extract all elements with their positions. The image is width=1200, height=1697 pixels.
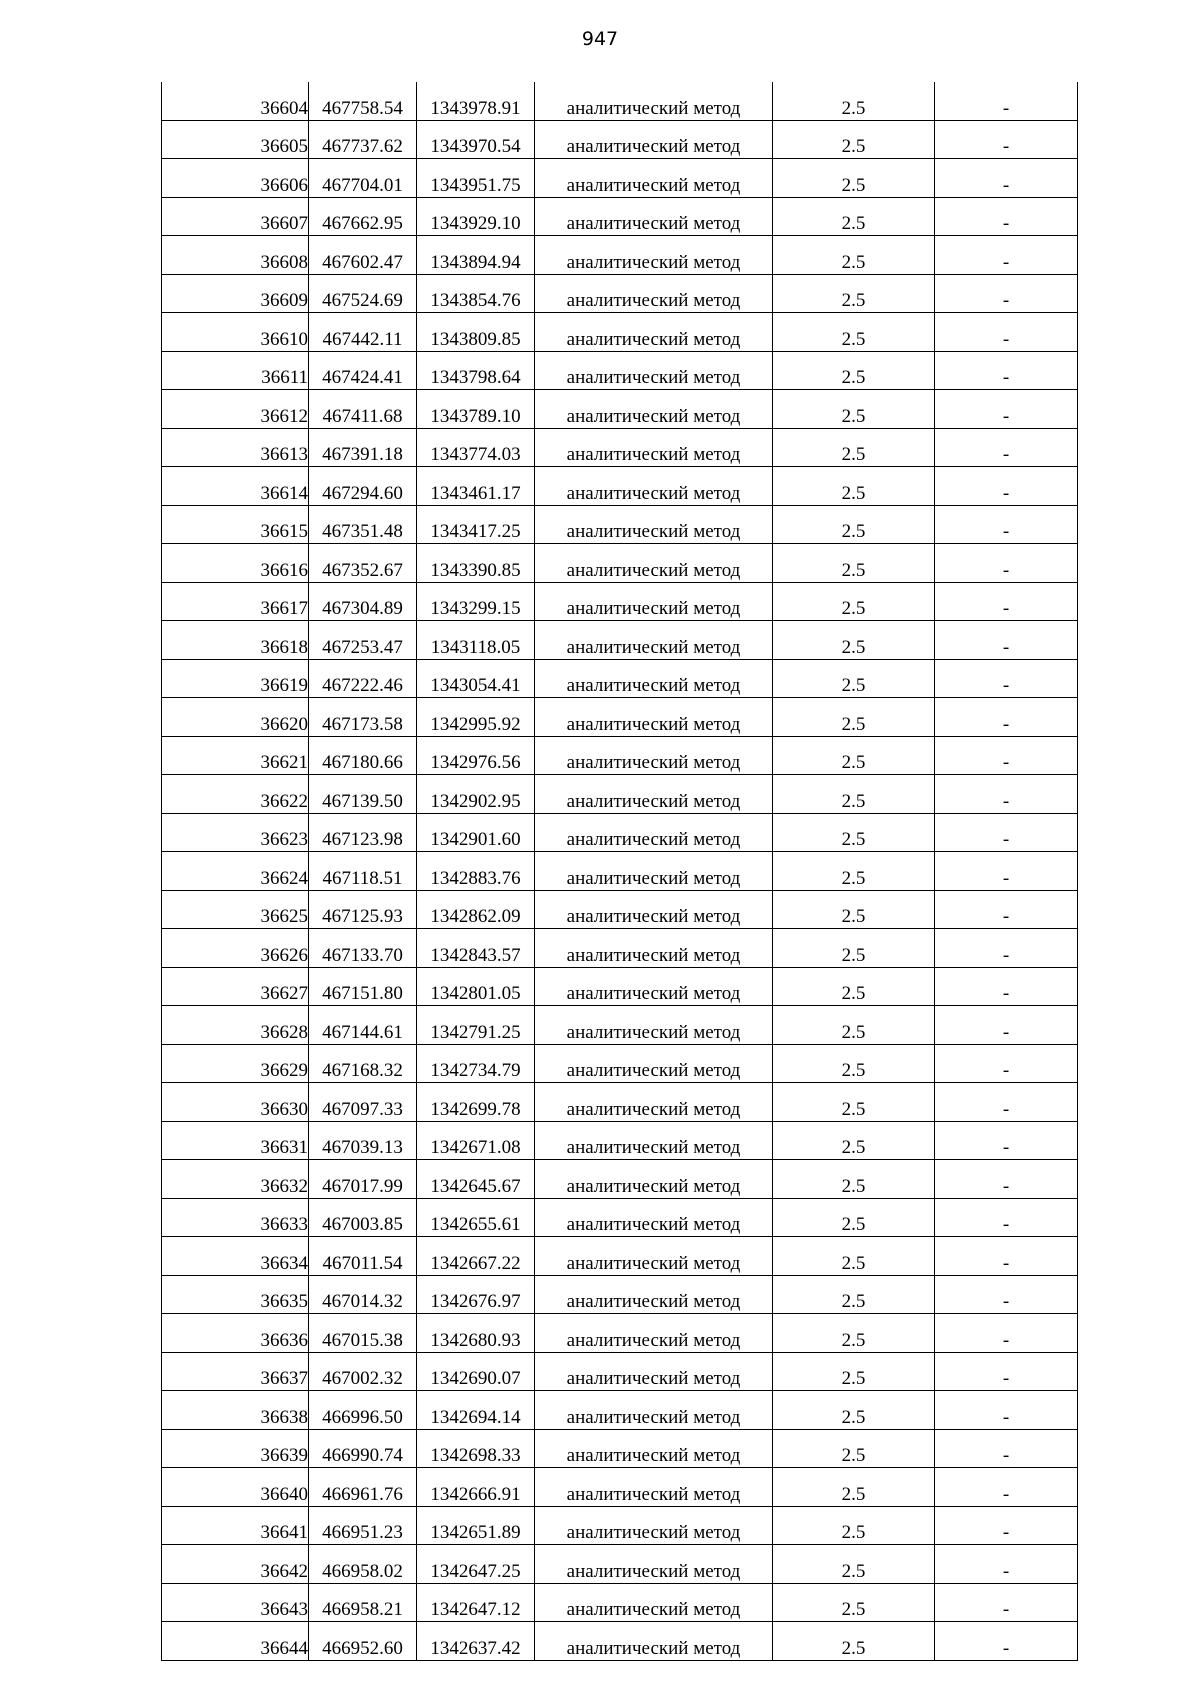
table-row	[162, 1506, 1078, 1545]
table-row	[162, 1006, 1078, 1045]
note-cell: -	[935, 390, 1078, 429]
note-cell: -	[935, 197, 1078, 236]
point-number-cell: 36612	[162, 390, 309, 429]
table-row	[162, 736, 1078, 775]
accuracy-cell: 2.5	[773, 274, 935, 313]
note-cell: -	[935, 659, 1078, 698]
y-coordinate-cell: 1342902.95	[417, 775, 535, 814]
x-coordinate-cell: 467424.41	[309, 351, 417, 390]
y-coordinate-cell: 1342645.67	[417, 1160, 535, 1199]
note-cell: -	[935, 1275, 1078, 1314]
note-cell: -	[935, 1468, 1078, 1507]
table-row	[162, 1198, 1078, 1237]
table-row	[162, 1083, 1078, 1122]
point-number-cell: 36621	[162, 736, 309, 775]
accuracy-cell: 2.5	[773, 197, 935, 236]
point-number-cell: 36643	[162, 1583, 309, 1622]
note-cell: -	[935, 621, 1078, 660]
table-row	[162, 1121, 1078, 1160]
accuracy-cell: 2.5	[773, 313, 935, 352]
x-coordinate-cell: 466958.02	[309, 1545, 417, 1584]
accuracy-cell: 2.5	[773, 1352, 935, 1391]
y-coordinate-cell: 1342901.60	[417, 813, 535, 852]
point-number-cell: 36632	[162, 1160, 309, 1199]
point-number-cell: 36638	[162, 1391, 309, 1430]
accuracy-cell: 2.5	[773, 544, 935, 583]
table-row	[162, 120, 1078, 159]
accuracy-cell: 2.5	[773, 1121, 935, 1160]
point-number-cell: 36616	[162, 544, 309, 583]
y-coordinate-cell: 1342801.05	[417, 967, 535, 1006]
point-number-cell: 36640	[162, 1468, 309, 1507]
y-coordinate-cell: 1343054.41	[417, 659, 535, 698]
method-cell: аналитический метод	[535, 1429, 773, 1468]
table-row	[162, 852, 1078, 891]
table-row	[162, 929, 1078, 968]
note-cell: -	[935, 505, 1078, 544]
x-coordinate-cell: 467144.61	[309, 1006, 417, 1045]
y-coordinate-cell: 1343299.15	[417, 582, 535, 621]
y-coordinate-cell: 1342666.91	[417, 1468, 535, 1507]
accuracy-cell: 2.5	[773, 467, 935, 506]
note-cell: -	[935, 159, 1078, 198]
accuracy-cell: 2.5	[773, 1622, 935, 1661]
point-number-cell: 36644	[162, 1622, 309, 1661]
method-cell: аналитический метод	[535, 813, 773, 852]
table-row	[162, 1352, 1078, 1391]
y-coordinate-cell: 1342995.92	[417, 698, 535, 737]
point-number-cell: 36637	[162, 1352, 309, 1391]
note-cell: -	[935, 1391, 1078, 1430]
table-row	[162, 1468, 1078, 1507]
y-coordinate-cell: 1342883.76	[417, 852, 535, 891]
method-cell: аналитический метод	[535, 1044, 773, 1083]
method-cell: аналитический метод	[535, 659, 773, 698]
accuracy-cell: 2.5	[773, 1583, 935, 1622]
note-cell: -	[935, 698, 1078, 737]
method-cell: аналитический метод	[535, 1545, 773, 1584]
table-row	[162, 544, 1078, 583]
x-coordinate-cell: 467294.60	[309, 467, 417, 506]
x-coordinate-cell: 467011.54	[309, 1237, 417, 1276]
accuracy-cell: 2.5	[773, 621, 935, 660]
point-number-cell: 36636	[162, 1314, 309, 1353]
point-number-cell: 36610	[162, 313, 309, 352]
method-cell: аналитический метод	[535, 467, 773, 506]
note-cell: -	[935, 1198, 1078, 1237]
note-cell: -	[935, 967, 1078, 1006]
x-coordinate-cell: 467411.68	[309, 390, 417, 429]
table-row	[162, 82, 1078, 120]
note-cell: -	[935, 1121, 1078, 1160]
y-coordinate-cell: 1342843.57	[417, 929, 535, 968]
table-row	[162, 428, 1078, 467]
accuracy-cell: 2.5	[773, 120, 935, 159]
y-coordinate-cell: 1342655.61	[417, 1198, 535, 1237]
table-row	[162, 1583, 1078, 1622]
table-row	[162, 274, 1078, 313]
method-cell: аналитический метод	[535, 967, 773, 1006]
y-coordinate-cell: 1343978.91	[417, 82, 535, 120]
method-cell: аналитический метод	[535, 621, 773, 660]
point-number-cell: 36619	[162, 659, 309, 698]
table-row	[162, 698, 1078, 737]
accuracy-cell: 2.5	[773, 1160, 935, 1199]
x-coordinate-cell: 467704.01	[309, 159, 417, 198]
point-number-cell: 36631	[162, 1121, 309, 1160]
x-coordinate-cell: 467173.58	[309, 698, 417, 737]
method-cell: аналитический метод	[535, 1275, 773, 1314]
method-cell: аналитический метод	[535, 1121, 773, 1160]
table-row	[162, 775, 1078, 814]
point-number-cell: 36611	[162, 351, 309, 390]
accuracy-cell: 2.5	[773, 1468, 935, 1507]
table-row	[162, 890, 1078, 929]
x-coordinate-cell: 467222.46	[309, 659, 417, 698]
point-number-cell: 36605	[162, 120, 309, 159]
table-row	[162, 505, 1078, 544]
table-row	[162, 159, 1078, 198]
method-cell: аналитический метод	[535, 274, 773, 313]
note-cell: -	[935, 1006, 1078, 1045]
table-row	[162, 813, 1078, 852]
note-cell: -	[935, 313, 1078, 352]
point-number-cell: 36641	[162, 1506, 309, 1545]
method-cell: аналитический метод	[535, 1198, 773, 1237]
note-cell: -	[935, 467, 1078, 506]
accuracy-cell: 2.5	[773, 428, 935, 467]
table-row	[162, 1160, 1078, 1199]
x-coordinate-cell: 466952.60	[309, 1622, 417, 1661]
point-number-cell: 36617	[162, 582, 309, 621]
y-coordinate-cell: 1342976.56	[417, 736, 535, 775]
x-coordinate-cell: 467123.98	[309, 813, 417, 852]
point-number-cell: 36606	[162, 159, 309, 198]
y-coordinate-cell: 1342647.12	[417, 1583, 535, 1622]
x-coordinate-cell: 467168.32	[309, 1044, 417, 1083]
accuracy-cell: 2.5	[773, 890, 935, 929]
point-number-cell: 36624	[162, 852, 309, 891]
accuracy-cell: 2.5	[773, 1083, 935, 1122]
method-cell: аналитический метод	[535, 159, 773, 198]
accuracy-cell: 2.5	[773, 159, 935, 198]
accuracy-cell: 2.5	[773, 659, 935, 698]
table-row	[162, 1429, 1078, 1468]
table-row	[162, 621, 1078, 660]
y-coordinate-cell: 1343774.03	[417, 428, 535, 467]
method-cell: аналитический метод	[535, 775, 773, 814]
accuracy-cell: 2.5	[773, 82, 935, 120]
x-coordinate-cell: 467352.67	[309, 544, 417, 583]
accuracy-cell: 2.5	[773, 852, 935, 891]
accuracy-cell: 2.5	[773, 1198, 935, 1237]
y-coordinate-cell: 1343461.17	[417, 467, 535, 506]
x-coordinate-cell: 466996.50	[309, 1391, 417, 1430]
y-coordinate-cell: 1343417.25	[417, 505, 535, 544]
method-cell: аналитический метод	[535, 1314, 773, 1353]
x-coordinate-cell: 467758.54	[309, 82, 417, 120]
y-coordinate-cell: 1343854.76	[417, 274, 535, 313]
table-row	[162, 351, 1078, 390]
y-coordinate-cell: 1343390.85	[417, 544, 535, 583]
x-coordinate-cell: 467351.48	[309, 505, 417, 544]
accuracy-cell: 2.5	[773, 390, 935, 429]
y-coordinate-cell: 1342647.25	[417, 1545, 535, 1584]
point-number-cell: 36628	[162, 1006, 309, 1045]
note-cell: -	[935, 1583, 1078, 1622]
point-number-cell: 36607	[162, 197, 309, 236]
x-coordinate-cell: 467304.89	[309, 582, 417, 621]
note-cell: -	[935, 1429, 1078, 1468]
point-number-cell: 36642	[162, 1545, 309, 1584]
note-cell: -	[935, 1314, 1078, 1353]
x-coordinate-cell: 467014.32	[309, 1275, 417, 1314]
note-cell: -	[935, 736, 1078, 775]
y-coordinate-cell: 1343894.94	[417, 236, 535, 275]
y-coordinate-cell: 1342637.42	[417, 1622, 535, 1661]
y-coordinate-cell: 1342671.08	[417, 1121, 535, 1160]
note-cell: -	[935, 582, 1078, 621]
accuracy-cell: 2.5	[773, 505, 935, 544]
point-number-cell: 36629	[162, 1044, 309, 1083]
method-cell: аналитический метод	[535, 852, 773, 891]
y-coordinate-cell: 1343809.85	[417, 313, 535, 352]
method-cell: аналитический метод	[535, 197, 773, 236]
point-number-cell: 36635	[162, 1275, 309, 1314]
note-cell: -	[935, 82, 1078, 120]
table-row	[162, 967, 1078, 1006]
point-number-cell: 36634	[162, 1237, 309, 1276]
point-number-cell: 36622	[162, 775, 309, 814]
x-coordinate-cell: 467015.38	[309, 1314, 417, 1353]
note-cell: -	[935, 1160, 1078, 1199]
accuracy-cell: 2.5	[773, 1429, 935, 1468]
note-cell: -	[935, 544, 1078, 583]
accuracy-cell: 2.5	[773, 698, 935, 737]
x-coordinate-cell: 467139.50	[309, 775, 417, 814]
method-cell: аналитический метод	[535, 1622, 773, 1661]
y-coordinate-cell: 1342676.97	[417, 1275, 535, 1314]
y-coordinate-cell: 1343951.75	[417, 159, 535, 198]
method-cell: аналитический метод	[535, 929, 773, 968]
table-row	[162, 582, 1078, 621]
note-cell: -	[935, 236, 1078, 275]
accuracy-cell: 2.5	[773, 236, 935, 275]
x-coordinate-cell: 467133.70	[309, 929, 417, 968]
y-coordinate-cell: 1342791.25	[417, 1006, 535, 1045]
y-coordinate-cell: 1343118.05	[417, 621, 535, 660]
point-number-cell: 36639	[162, 1429, 309, 1468]
x-coordinate-cell: 467039.13	[309, 1121, 417, 1160]
point-number-cell: 36623	[162, 813, 309, 852]
point-number-cell: 36613	[162, 428, 309, 467]
y-coordinate-cell: 1342680.93	[417, 1314, 535, 1353]
table-row	[162, 390, 1078, 429]
point-number-cell: 36625	[162, 890, 309, 929]
method-cell: аналитический метод	[535, 1237, 773, 1276]
table-row	[162, 1275, 1078, 1314]
x-coordinate-cell: 467180.66	[309, 736, 417, 775]
method-cell: аналитический метод	[535, 890, 773, 929]
accuracy-cell: 2.5	[773, 775, 935, 814]
accuracy-cell: 2.5	[773, 582, 935, 621]
method-cell: аналитический метод	[535, 120, 773, 159]
method-cell: аналитический метод	[535, 1583, 773, 1622]
table-row	[162, 313, 1078, 352]
point-number-cell: 36618	[162, 621, 309, 660]
point-number-cell: 36626	[162, 929, 309, 968]
accuracy-cell: 2.5	[773, 1545, 935, 1584]
method-cell: аналитический метод	[535, 1391, 773, 1430]
accuracy-cell: 2.5	[773, 736, 935, 775]
method-cell: аналитический метод	[535, 1006, 773, 1045]
x-coordinate-cell: 467118.51	[309, 852, 417, 891]
note-cell: -	[935, 1083, 1078, 1122]
method-cell: аналитический метод	[535, 505, 773, 544]
x-coordinate-cell: 467017.99	[309, 1160, 417, 1199]
point-number-cell: 36615	[162, 505, 309, 544]
point-number-cell: 36630	[162, 1083, 309, 1122]
method-cell: аналитический метод	[535, 1506, 773, 1545]
table-row	[162, 1314, 1078, 1353]
table-row	[162, 1391, 1078, 1430]
note-cell: -	[935, 1237, 1078, 1276]
method-cell: аналитический метод	[535, 544, 773, 583]
y-coordinate-cell: 1342694.14	[417, 1391, 535, 1430]
method-cell: аналитический метод	[535, 428, 773, 467]
method-cell: аналитический метод	[535, 1468, 773, 1507]
x-coordinate-cell: 466958.21	[309, 1583, 417, 1622]
note-cell: -	[935, 1352, 1078, 1391]
point-number-cell: 36627	[162, 967, 309, 1006]
x-coordinate-cell: 467097.33	[309, 1083, 417, 1122]
note-cell: -	[935, 1622, 1078, 1661]
note-cell: -	[935, 1545, 1078, 1584]
accuracy-cell: 2.5	[773, 1391, 935, 1430]
y-coordinate-cell: 1343789.10	[417, 390, 535, 429]
note-cell: -	[935, 274, 1078, 313]
table-row	[162, 467, 1078, 506]
page-number: 947	[581, 28, 619, 50]
point-number-cell: 36609	[162, 274, 309, 313]
x-coordinate-cell: 467003.85	[309, 1198, 417, 1237]
table-row	[162, 1622, 1078, 1661]
note-cell: -	[935, 852, 1078, 891]
note-cell: -	[935, 1506, 1078, 1545]
table-body	[162, 82, 1078, 1660]
accuracy-cell: 2.5	[773, 813, 935, 852]
method-cell: аналитический метод	[535, 1352, 773, 1391]
method-cell: аналитический метод	[535, 313, 773, 352]
note-cell: -	[935, 120, 1078, 159]
x-coordinate-cell: 467737.62	[309, 120, 417, 159]
note-cell: -	[935, 428, 1078, 467]
table-row	[162, 1237, 1078, 1276]
x-coordinate-cell: 467002.32	[309, 1352, 417, 1391]
x-coordinate-cell: 466961.76	[309, 1468, 417, 1507]
table-row	[162, 1044, 1078, 1083]
y-coordinate-cell: 1342699.78	[417, 1083, 535, 1122]
note-cell: -	[935, 813, 1078, 852]
point-number-cell: 36604	[162, 82, 309, 120]
note-cell: -	[935, 1044, 1078, 1083]
method-cell: аналитический метод	[535, 698, 773, 737]
accuracy-cell: 2.5	[773, 1275, 935, 1314]
note-cell: -	[935, 775, 1078, 814]
point-number-cell: 36620	[162, 698, 309, 737]
note-cell: -	[935, 929, 1078, 968]
y-coordinate-cell: 1342698.33	[417, 1429, 535, 1468]
x-coordinate-cell: 467662.95	[309, 197, 417, 236]
y-coordinate-cell: 1343970.54	[417, 120, 535, 159]
method-cell: аналитический метод	[535, 390, 773, 429]
x-coordinate-cell: 466951.23	[309, 1506, 417, 1545]
note-cell: -	[935, 351, 1078, 390]
table-row	[162, 659, 1078, 698]
accuracy-cell: 2.5	[773, 1314, 935, 1353]
point-number-cell: 36608	[162, 236, 309, 275]
method-cell: аналитический метод	[535, 736, 773, 775]
point-number-cell: 36614	[162, 467, 309, 506]
accuracy-cell: 2.5	[773, 351, 935, 390]
x-coordinate-cell: 467442.11	[309, 313, 417, 352]
x-coordinate-cell: 467125.93	[309, 890, 417, 929]
accuracy-cell: 2.5	[773, 929, 935, 968]
x-coordinate-cell: 467524.69	[309, 274, 417, 313]
accuracy-cell: 2.5	[773, 967, 935, 1006]
accuracy-cell: 2.5	[773, 1506, 935, 1545]
table-row	[162, 1545, 1078, 1584]
note-cell: -	[935, 890, 1078, 929]
x-coordinate-cell: 467151.80	[309, 967, 417, 1006]
y-coordinate-cell: 1342667.22	[417, 1237, 535, 1276]
x-coordinate-cell: 467602.47	[309, 236, 417, 275]
coordinates-table	[161, 82, 1078, 1661]
method-cell: аналитический метод	[535, 351, 773, 390]
y-coordinate-cell: 1343798.64	[417, 351, 535, 390]
y-coordinate-cell: 1343929.10	[417, 197, 535, 236]
method-cell: аналитический метод	[535, 1083, 773, 1122]
method-cell: аналитический метод	[535, 582, 773, 621]
table-row	[162, 197, 1078, 236]
y-coordinate-cell: 1342862.09	[417, 890, 535, 929]
table-row	[162, 236, 1078, 275]
y-coordinate-cell: 1342690.07	[417, 1352, 535, 1391]
y-coordinate-cell: 1342651.89	[417, 1506, 535, 1545]
accuracy-cell: 2.5	[773, 1237, 935, 1276]
accuracy-cell: 2.5	[773, 1006, 935, 1045]
accuracy-cell: 2.5	[773, 1044, 935, 1083]
x-coordinate-cell: 466990.74	[309, 1429, 417, 1468]
method-cell: аналитический метод	[535, 236, 773, 275]
point-number-cell: 36633	[162, 1198, 309, 1237]
method-cell: аналитический метод	[535, 1160, 773, 1199]
x-coordinate-cell: 467391.18	[309, 428, 417, 467]
method-cell: аналитический метод	[535, 82, 773, 120]
y-coordinate-cell: 1342734.79	[417, 1044, 535, 1083]
x-coordinate-cell: 467253.47	[309, 621, 417, 660]
